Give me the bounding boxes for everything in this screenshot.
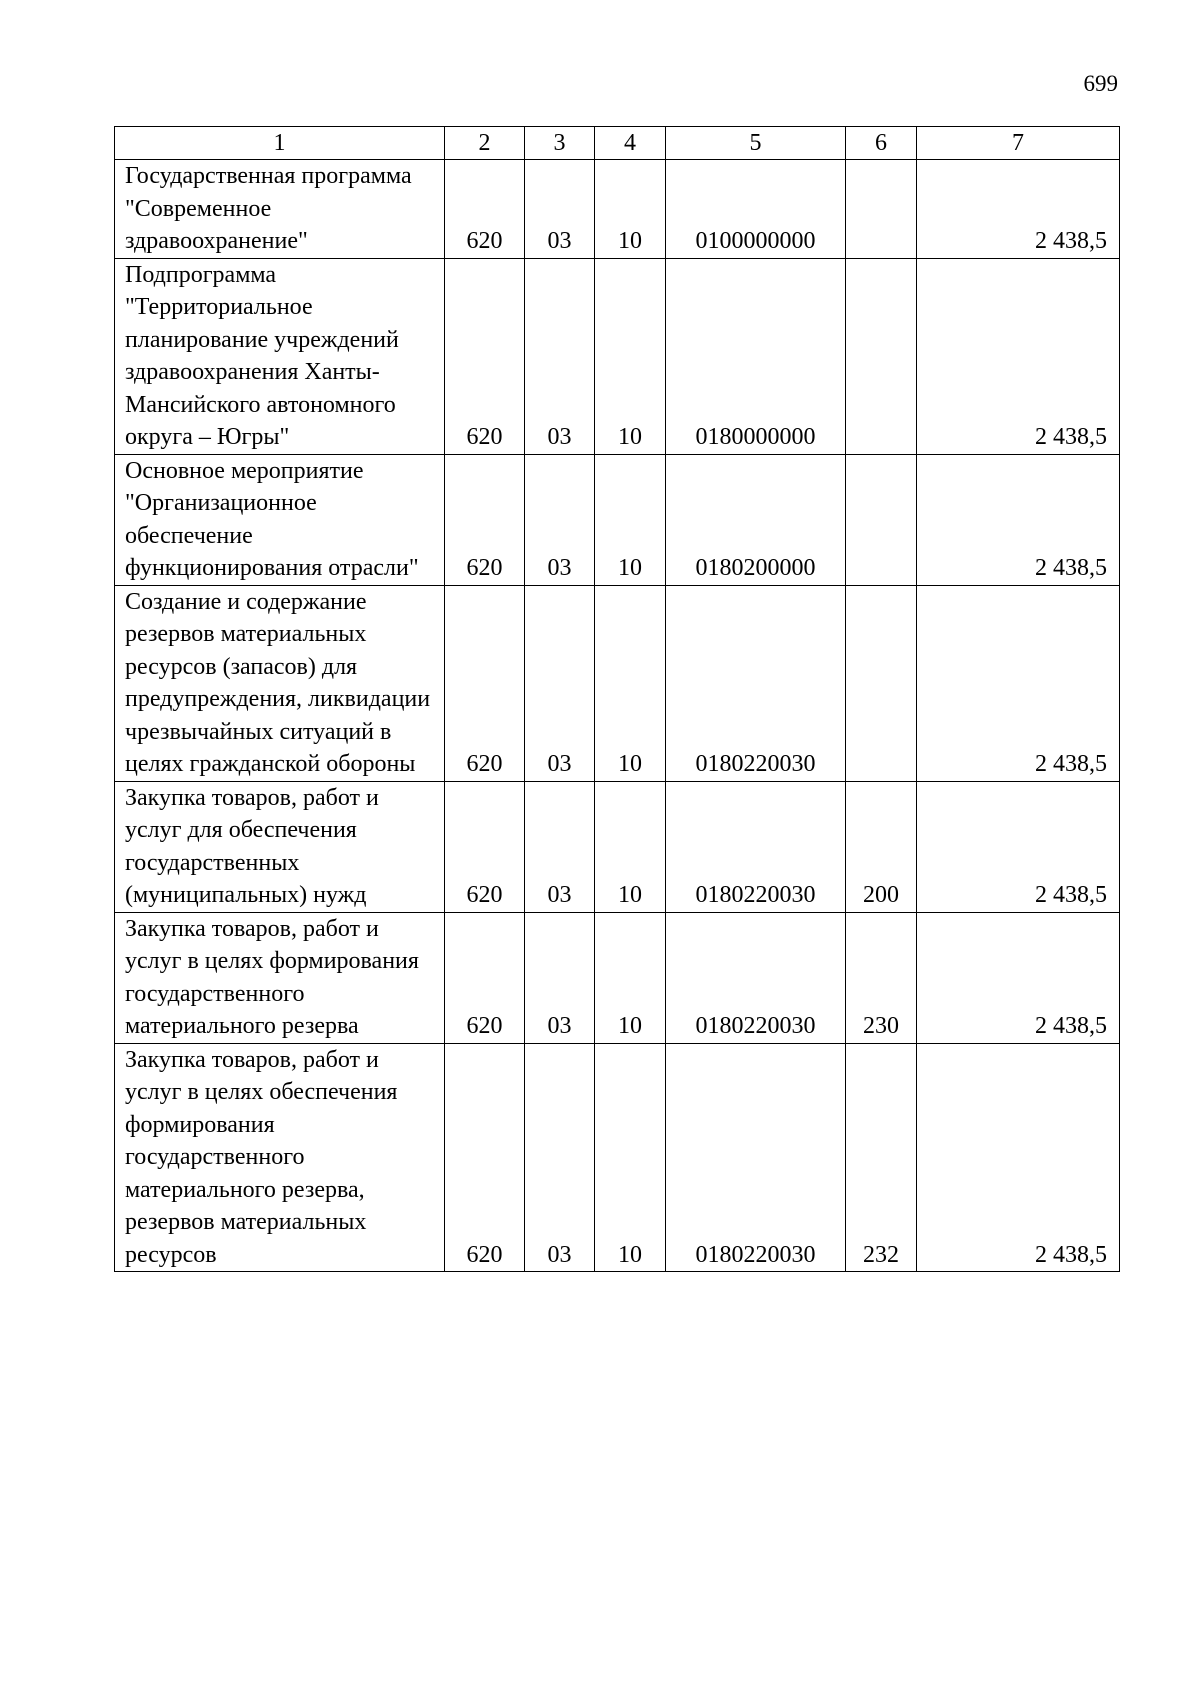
cell-col5: 0180220030 bbox=[666, 912, 846, 1043]
cell-col2: 620 bbox=[445, 258, 525, 454]
cell-col4: 10 bbox=[595, 1043, 666, 1272]
cell-amount: 2 438,5 bbox=[917, 454, 1120, 585]
cell-col3: 03 bbox=[525, 258, 595, 454]
cell-col5: 0180220030 bbox=[666, 585, 846, 781]
column-header: 7 bbox=[917, 127, 1120, 160]
table-row bbox=[115, 454, 1120, 585]
cell-col6: 200 bbox=[846, 781, 917, 912]
cell-col6 bbox=[846, 585, 917, 781]
cell-col2: 620 bbox=[445, 585, 525, 781]
cell-col5: 0180000000 bbox=[666, 258, 846, 454]
cell-col4: 10 bbox=[595, 912, 666, 1043]
cell-amount: 2 438,5 bbox=[917, 258, 1120, 454]
cell-col5: 0180200000 bbox=[666, 454, 846, 585]
column-header: 5 bbox=[666, 127, 846, 160]
budget-table bbox=[114, 126, 1120, 1272]
cell-amount: 2 438,5 bbox=[917, 781, 1120, 912]
table-row bbox=[115, 1043, 1120, 1272]
table-row bbox=[115, 258, 1120, 454]
table-row bbox=[115, 585, 1120, 781]
table-row bbox=[115, 160, 1120, 259]
column-header: 2 bbox=[445, 127, 525, 160]
cell-col4: 10 bbox=[595, 258, 666, 454]
cell-col2: 620 bbox=[445, 160, 525, 259]
cell-col5: 0180220030 bbox=[666, 781, 846, 912]
cell-col3: 03 bbox=[525, 160, 595, 259]
row-name: Закупка товаров, работ и услуг в целях формирования государственного материального резерва bbox=[115, 912, 445, 1043]
cell-col5: 0100000000 bbox=[666, 160, 846, 259]
cell-col3: 03 bbox=[525, 454, 595, 585]
cell-amount: 2 438,5 bbox=[917, 160, 1120, 259]
row-name: Подпрограмма "Территориальное планирование учреждений здравоохранения Ханты-Мансийского автономного округа – Югры" bbox=[115, 258, 445, 454]
row-name: Закупка товаров, работ и услуг для обеспечения государственных (муниципальных) нужд bbox=[115, 781, 445, 912]
cell-col6: 230 bbox=[846, 912, 917, 1043]
cell-col4: 10 bbox=[595, 160, 666, 259]
cell-col6 bbox=[846, 258, 917, 454]
cell-col6: 232 bbox=[846, 1043, 917, 1272]
row-name: Закупка товаров, работ и услуг в целях обеспечения формирования государственного материального резерва, резервов материальных ресурсов bbox=[115, 1043, 445, 1272]
cell-col4: 10 bbox=[595, 454, 666, 585]
cell-col5: 0180220030 bbox=[666, 1043, 846, 1272]
table-row bbox=[115, 781, 1120, 912]
row-name: Основное мероприятие "Организационное обеспечение функционирования отрасли" bbox=[115, 454, 445, 585]
row-name: Создание и содержание резервов материальных ресурсов (запасов) для предупреждения, ликвидации чрезвычайных ситуаций в целях гражданской обороны bbox=[115, 585, 445, 781]
cell-col2: 620 bbox=[445, 1043, 525, 1272]
cell-col3: 03 bbox=[525, 585, 595, 781]
table-header-row bbox=[115, 127, 1120, 160]
cell-col6 bbox=[846, 160, 917, 259]
column-header: 6 bbox=[846, 127, 917, 160]
cell-amount: 2 438,5 bbox=[917, 912, 1120, 1043]
cell-col2: 620 bbox=[445, 912, 525, 1043]
cell-col6 bbox=[846, 454, 917, 585]
table-row bbox=[115, 912, 1120, 1043]
column-header: 3 bbox=[525, 127, 595, 160]
cell-col3: 03 bbox=[525, 912, 595, 1043]
column-header: 4 bbox=[595, 127, 666, 160]
cell-col4: 10 bbox=[595, 781, 666, 912]
page-number: 699 bbox=[1083, 71, 1118, 96]
row-name: Государственная программа "Современное здравоохранение" bbox=[115, 160, 445, 259]
cell-amount: 2 438,5 bbox=[917, 585, 1120, 781]
column-header: 1 bbox=[115, 127, 445, 160]
cell-col3: 03 bbox=[525, 781, 595, 912]
cell-col3: 03 bbox=[525, 1043, 595, 1272]
cell-col4: 10 bbox=[595, 585, 666, 781]
cell-col2: 620 bbox=[445, 454, 525, 585]
cell-amount: 2 438,5 bbox=[917, 1043, 1120, 1272]
cell-col2: 620 bbox=[445, 781, 525, 912]
